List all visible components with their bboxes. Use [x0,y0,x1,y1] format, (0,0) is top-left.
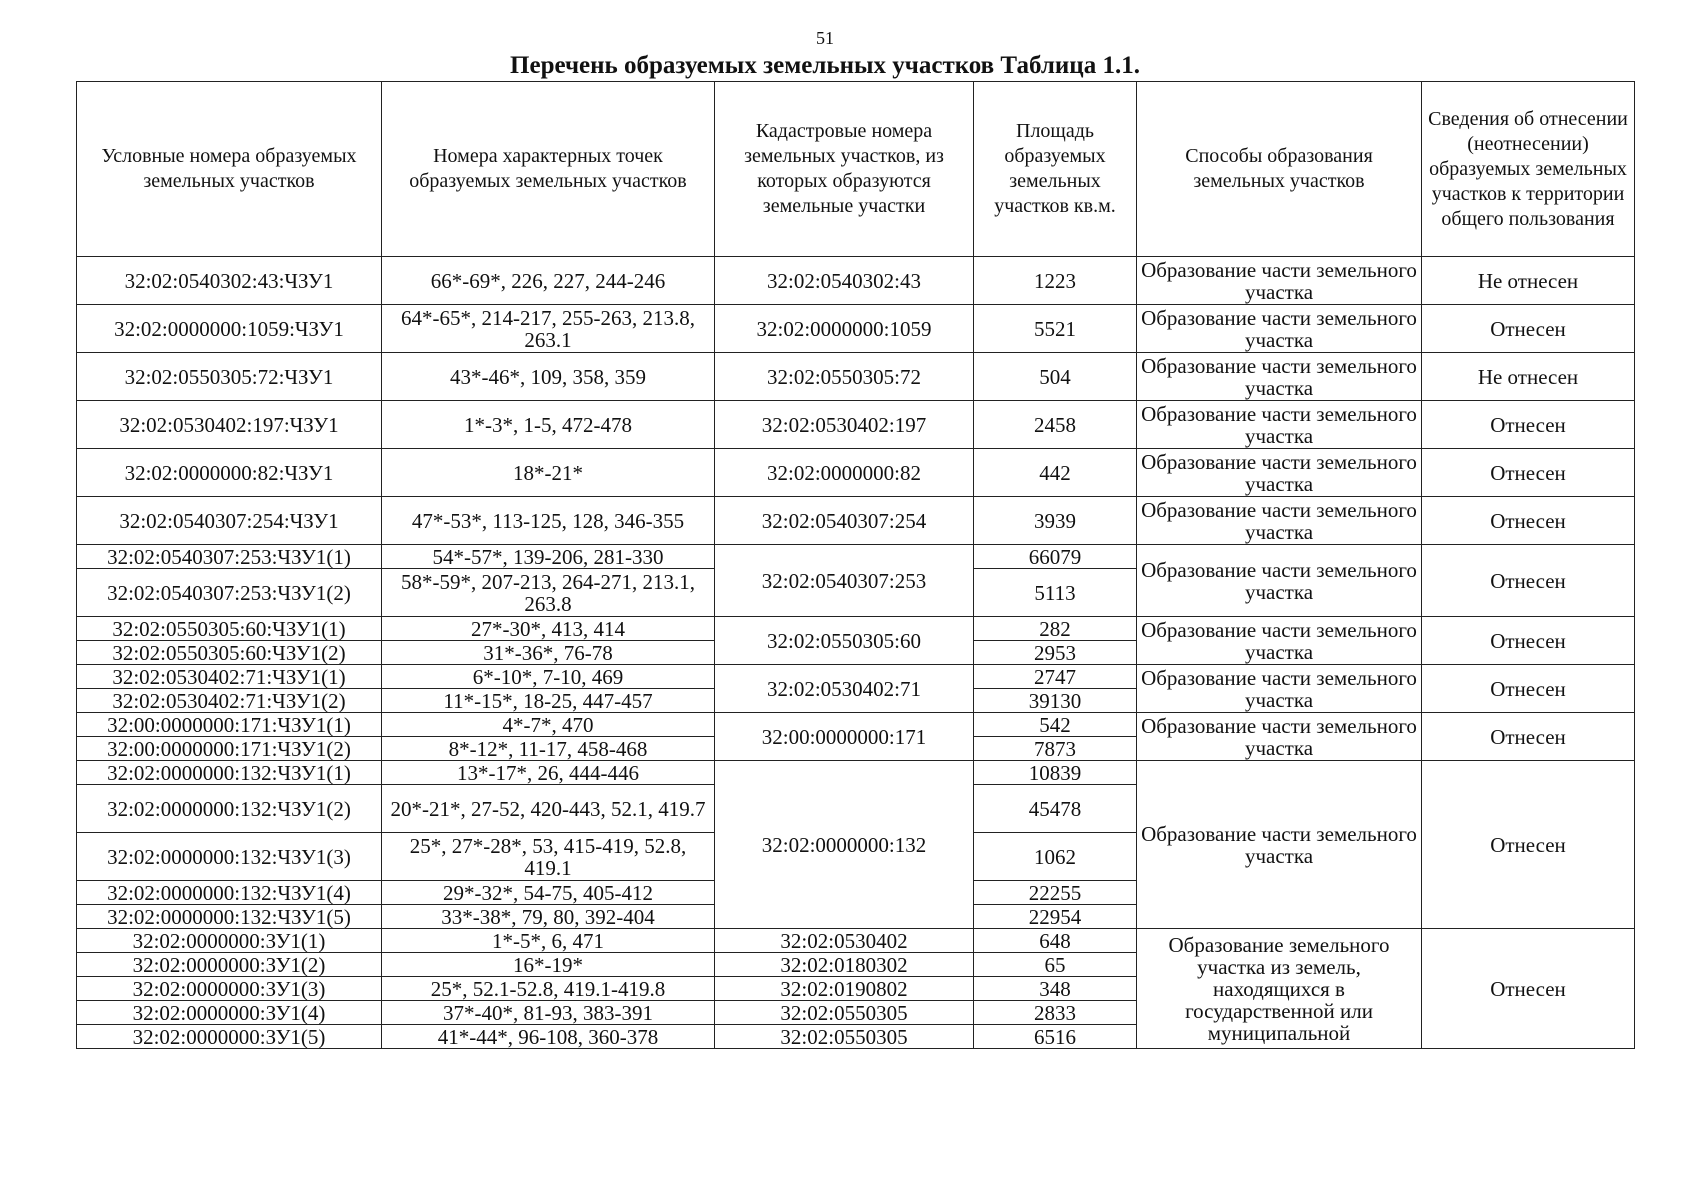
cell-area: 2833 [974,1001,1137,1025]
cell-id: 32:02:0540307:253:ЧЗУ1(1) [77,545,382,569]
cell-cadastral: 32:02:0180302 [715,953,974,977]
cell-points: 27*-30*, 413, 414 [382,617,715,641]
cell-cadastral: 32:02:0540307:253 [715,545,974,617]
page-number: 51 [816,28,834,48]
cell-area: 66079 [974,545,1137,569]
cell-points: 47*-53*, 113-125, 128, 346-355 [382,497,715,545]
cell-points: 8*-12*, 11-17, 458-468 [382,737,715,761]
cell-area: 10839 [974,761,1137,785]
table-title: Перечень образуемых земельных участков Таблица 1.1. [510,52,1140,79]
cell-area: 7873 [974,737,1137,761]
cell-points: 66*-69*, 226, 227, 244-246 [382,257,715,305]
cell-id: 32:02:0000000:ЗУ1(1) [77,929,382,953]
cell-id: 32:02:0000000:132:ЧЗУ1(4) [77,881,382,905]
cell-method: Образование части земельного участка [1137,497,1422,545]
cell-method: Образование части земельного участка [1137,449,1422,497]
cell-id: 32:02:0000000:ЗУ1(3) [77,977,382,1001]
cell-id: 32:02:0530402:197:ЧЗУ1 [77,401,382,449]
table-row [77,545,1635,569]
cell-points: 37*-40*, 81-93, 383-391 [382,1001,715,1025]
cell-points: 58*-59*, 207-213, 264-271, 213.1, 263.8 [382,569,715,617]
cell-id: 32:02:0000000:ЗУ1(2) [77,953,382,977]
cell-id: 32:02:0000000:ЗУ1(5) [77,1025,382,1049]
cell-method: Образование части земельного участка [1137,401,1422,449]
header-status: Сведения об отнесении (неотнесении) образуемых земельных участков к территории общего пользования [1422,82,1635,257]
cell-points: 25*, 27*-28*, 53, 415-419, 52.8, 419.1 [382,833,715,881]
cell-area: 282 [974,617,1137,641]
table-row [77,401,1635,449]
cell-points: 1*-5*, 6, 471 [382,929,715,953]
header-method: Способы образования земельных участков [1137,82,1422,257]
cell-status: Отнесен [1422,713,1635,761]
cell-area: 1062 [974,833,1137,881]
cell-cadastral: 32:02:0530402:197 [715,401,974,449]
cell-area: 39130 [974,689,1137,713]
cell-cadastral: 32:02:0550305 [715,1001,974,1025]
cell-points: 16*-19* [382,953,715,977]
cell-points: 54*-57*, 139-206, 281-330 [382,545,715,569]
cell-id: 32:02:0540302:43:ЧЗУ1 [77,257,382,305]
table-row [77,665,1635,689]
cell-area: 6516 [974,1025,1137,1049]
cell-id: 32:02:0540307:253:ЧЗУ1(2) [77,569,382,617]
cell-id: 32:02:0540307:254:ЧЗУ1 [77,497,382,545]
cell-cadastral: 32:02:0530402 [715,929,974,953]
cell-area: 3939 [974,497,1137,545]
cell-points: 64*-65*, 214-217, 255-263, 213.8, 263.1 [382,305,715,353]
cell-id: 32:02:0000000:132:ЧЗУ1(5) [77,905,382,929]
cell-area: 5113 [974,569,1137,617]
cell-status: Отнесен [1422,617,1635,665]
cell-points: 25*, 52.1-52.8, 419.1-419.8 [382,977,715,1001]
cell-area: 2953 [974,641,1137,665]
cell-points: 41*-44*, 96-108, 360-378 [382,1025,715,1049]
header-cadastral: Кадастровые номера земельных участков, из которых образуются земельные участки [715,82,974,257]
cell-points: 4*-7*, 470 [382,713,715,737]
cell-area: 542 [974,713,1137,737]
cell-id: 32:00:0000000:171:ЧЗУ1(2) [77,737,382,761]
cell-points: 13*-17*, 26, 444-446 [382,761,715,785]
cell-method: Образование части земельного участка [1137,713,1422,761]
cell-method: Образование части земельного участка [1137,353,1422,401]
cell-method: Образование земельного участка из земель, находящихся в государственной или муниципальной [1137,929,1422,1049]
cell-id: 32:02:0530402:71:ЧЗУ1(2) [77,689,382,713]
cell-cadastral: 32:02:0190802 [715,977,974,1001]
cell-id: 32:02:0000000:1059:ЧЗУ1 [77,305,382,353]
header-area: Площадь образуемых земельных участков кв.м. [974,82,1137,257]
cell-area: 442 [974,449,1137,497]
cell-id: 32:02:0550305:72:ЧЗУ1 [77,353,382,401]
cell-id: 32:02:0550305:60:ЧЗУ1(1) [77,617,382,641]
table-row [77,353,1635,401]
cell-cadastral: 32:02:0540307:254 [715,497,974,545]
cell-points: 1*-3*, 1-5, 472-478 [382,401,715,449]
cell-points: 31*-36*, 76-78 [382,641,715,665]
table-row [77,713,1635,737]
cell-points: 33*-38*, 79, 80, 392-404 [382,905,715,929]
cell-area: 45478 [974,785,1137,833]
table-row [77,449,1635,497]
cell-area: 2747 [974,665,1137,689]
table-row [77,497,1635,545]
cell-id: 32:02:0000000:82:ЧЗУ1 [77,449,382,497]
cell-cadastral: 32:00:0000000:171 [715,713,974,761]
cell-points: 6*-10*, 7-10, 469 [382,665,715,689]
cell-cadastral: 32:02:0540302:43 [715,257,974,305]
cell-id: 32:02:0550305:60:ЧЗУ1(2) [77,641,382,665]
cell-cadastral: 32:02:0000000:82 [715,449,974,497]
cell-area: 22255 [974,881,1137,905]
cell-method: Образование части земельного участка [1137,761,1422,929]
cell-cadastral: 32:02:0550305:60 [715,617,974,665]
cell-status: Отнесен [1422,305,1635,353]
cell-cadastral: 32:02:0000000:1059 [715,305,974,353]
cell-area: 1223 [974,257,1137,305]
table-row [77,257,1635,305]
cell-area: 348 [974,977,1137,1001]
cell-points: 43*-46*, 109, 358, 359 [382,353,715,401]
cell-id: 32:02:0000000:132:ЧЗУ1(1) [77,761,382,785]
cell-cadastral: 32:02:0550305 [715,1025,974,1049]
cell-status: Отнесен [1422,449,1635,497]
land-plots-table [76,81,1635,1049]
cell-points: 20*-21*, 27-52, 420-443, 52.1, 419.7 [382,785,715,833]
table-row [77,761,1635,785]
cell-cadastral: 32:02:0530402:71 [715,665,974,713]
cell-method: Образование части земельного участка [1137,665,1422,713]
header-plot-number: Условные номера образуемых земельных участков [77,82,382,257]
cell-area: 5521 [974,305,1137,353]
cell-area: 65 [974,953,1137,977]
cell-area: 504 [974,353,1137,401]
cell-id: 32:02:0000000:132:ЧЗУ1(2) [77,785,382,833]
cell-status: Отнесен [1422,665,1635,713]
cell-status: Отнесен [1422,545,1635,617]
cell-points: 29*-32*, 54-75, 405-412 [382,881,715,905]
cell-method: Образование части земельного участка [1137,305,1422,353]
cell-id: 32:00:0000000:171:ЧЗУ1(1) [77,713,382,737]
cell-status: Отнесен [1422,929,1635,1049]
cell-points: 11*-15*, 18-25, 447-457 [382,689,715,713]
cell-points: 18*-21* [382,449,715,497]
cell-status: Отнесен [1422,497,1635,545]
table-row [77,617,1635,641]
table-row [77,305,1635,353]
cell-status: Не отнесен [1422,353,1635,401]
cell-status: Отнесен [1422,761,1635,929]
cell-status: Не отнесен [1422,257,1635,305]
table-row [77,929,1635,953]
cell-method: Образование части земельного участка [1137,257,1422,305]
cell-area: 22954 [974,905,1137,929]
cell-method: Образование части земельного участка [1137,545,1422,617]
header-row [77,82,1635,257]
cell-id: 32:02:0530402:71:ЧЗУ1(1) [77,665,382,689]
header-points: Номера характерных точек образуемых земельных участков [382,82,715,257]
cell-area: 2458 [974,401,1137,449]
cell-id: 32:02:0000000:ЗУ1(4) [77,1001,382,1025]
cell-status: Отнесен [1422,401,1635,449]
cell-area: 648 [974,929,1137,953]
cell-cadastral: 32:02:0000000:132 [715,761,974,929]
cell-method: Образование части земельного участка [1137,617,1422,665]
cell-id: 32:02:0000000:132:ЧЗУ1(3) [77,833,382,881]
cell-cadastral: 32:02:0550305:72 [715,353,974,401]
